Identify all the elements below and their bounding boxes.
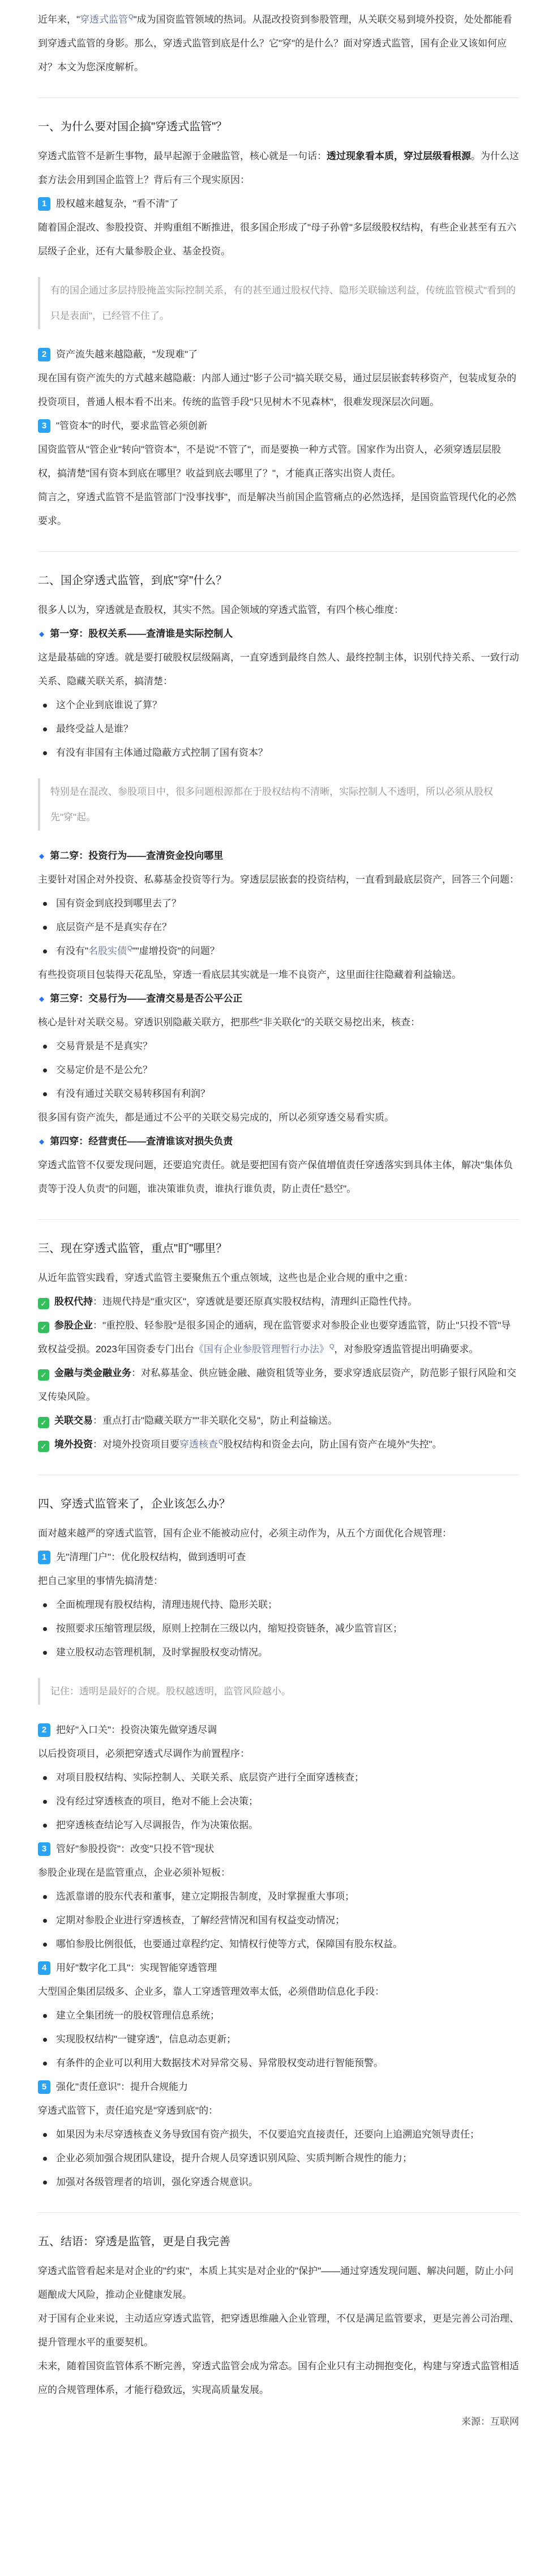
term-link[interactable]: 《国有企业参股管理暂行办法》$^Q$ — [194, 1343, 335, 1355]
bullet-item-text: 有没有非国有主体通过隐蔽方式控制了国有资本？ — [56, 747, 268, 758]
bullet-item — [38, 693, 519, 717]
bullet-item-text: 建立全集团统一的股权管理信息系统； — [56, 2010, 220, 2021]
bullet-dot-icon — [43, 704, 47, 708]
term-link[interactable]: 穿透式监管$^Q$ — [80, 14, 134, 25]
diamond-bullet-icon: ◆ — [39, 630, 45, 638]
diamond-subheading — [38, 1130, 519, 1153]
check-item: ✓ 境外投资：对境外投资项目要穿透核查$^Q$股权结构和资金去向，防止国有资产在境外"失控"。 — [38, 1433, 519, 1457]
numbered-subheading-text: 管好"参股投资"：改变"只投不管"现状 — [56, 1843, 215, 1854]
check-item: ✓ 金融与类金融业务：对私募基金、供应链金融、融资租赁等业务，要求穿透底层资产，防范影子银行风险和交叉传染风险。 — [38, 1368, 516, 1402]
blockquote — [38, 778, 519, 831]
bullet-item — [38, 1593, 519, 1617]
blockquote-text: 特别是在混改、参股项目中，很多问题根源都在于股权结构不清晰，实际控制人不透明，所以必须从股权先"穿"起。 — [50, 786, 493, 823]
bullet-dot-icon — [43, 751, 47, 755]
section-heading: 一、为什么要对国企搞"穿透式监管"？ — [38, 121, 228, 133]
check-icon: ✓ — [38, 1417, 49, 1428]
bullet-item — [38, 2123, 519, 2147]
bullet-item — [38, 1790, 519, 1813]
paragraph: 主要针对国企对外投资、私募基金投资等行为。穿透层层嵌套的投资结构，一直看到最底层资产，回答三个问题： — [38, 874, 519, 885]
bullet-item — [38, 717, 519, 741]
numbered-subheading-text: 用好"数字化工具"：实现智能穿透管理 — [56, 1962, 217, 1973]
term-link[interactable]: 穿透核查$^Q$ — [179, 1438, 224, 1450]
bullet-dot-icon — [43, 2181, 47, 2185]
check-icon: ✓ — [38, 1322, 49, 1333]
bullet-item-text: 按照要求压缩管理层级，原则上控制在三级以内，缩短投资链条，减少监管盲区； — [56, 1623, 402, 1634]
bullet-dot-icon — [43, 1919, 47, 1923]
number-badge-icon: 1 — [38, 197, 50, 211]
term-link[interactable]: 名股实债$^Q$ — [88, 945, 132, 956]
numbered-subheading-text: 强化"责任意识"：提升合规能力 — [56, 2081, 188, 2092]
bullet-item-text: 建立股权动态管理机制，及时掌握股权变动情况。 — [56, 1647, 268, 1658]
bullet-dot-icon — [43, 1651, 47, 1655]
paragraph: 从近年监管实践看，穿透式监管主要聚焦五个重点领域，这些也是企业合规的重中之重： — [38, 1272, 413, 1283]
diamond-subheading-text: 第四穿：经营责任——查清谁该对损失负责 — [50, 1136, 233, 1147]
bullet-item-text: 对项目股权结构、实际控制人、关联关系、底层资产进行全面穿透核查； — [56, 1772, 364, 1783]
number-badge-icon: 1 — [38, 1551, 50, 1564]
numbered-subheading — [38, 2075, 519, 2099]
check-item-label: 参股企业 — [54, 1320, 93, 1331]
check-item: ✓ 关联交易：重点打击"隐藏关联方""非关联化交易"，防止利益输送。 — [38, 1409, 519, 1433]
number-badge-icon: 3 — [38, 419, 50, 433]
bullet-item-text: 最终受益人是谁？ — [56, 723, 133, 734]
bullet-dot-icon — [43, 2038, 47, 2042]
paragraph: 近年来，"穿透式监管$^Q$"成为国资监管领域的热词。从混改投资到参股管理，从关联交易到境外投资，处处都能看到穿透式监管的身影。那么，穿透式监管到底是什么？它"穿"的是什么？面对穿透式监管，国有企业又该如何应对？本文为您深度解析。 — [38, 14, 512, 73]
paragraph: 穿透式监管看起来是对企业的"约束"，本质上其实是对企业的"保护"——通过穿透发现问题、解决问题，防止小问题酿成大风险，推动企业健康发展。 — [38, 2266, 514, 2300]
paragraph: 这是最基础的穿透。就是要打破股权层级隔离，一直穿透到最终自然人、最终控制主体，识别代持关系、一致行动关系、隐藏关联关系，搞清楚： — [38, 652, 519, 687]
paragraph: 简言之，穿透式监管不是监管部门"没事找事"，而是解决当前国企监管痛点的必然选择，是国资监管现代化的必然要求。 — [38, 492, 517, 526]
paragraph: 国资监管从"管企业"转向"管资本"，不是说"不管了"，而是要换一种方式管。国家作为出资人，必须穿透层层股权，搞清楚"国有资本到底在哪里？收益到底去哪里了？"，才能真正落实出资人责任。 — [38, 444, 502, 479]
paragraph: 有些投资项目包装得天花乱坠，穿透一看底层其实就是一堆不良资产，这里面往往隐藏着利益输送。 — [38, 969, 461, 980]
paragraph: 穿透式监管不是新生事物，最早起源于金融监管，核心就是一句话：透过现象看本质，穿过层级看根源。为什么这套方法会用到国企监管上？背后有三个现实原因： — [38, 151, 519, 185]
query-superscript-icon: Q — [329, 1343, 335, 1351]
diamond-bullet-icon: ◆ — [39, 995, 45, 1003]
bullet-dot-icon — [43, 1627, 47, 1631]
query-superscript-icon: Q — [127, 945, 132, 952]
section-divider — [38, 1219, 519, 1220]
bullet-dot-icon — [43, 2014, 47, 2018]
paragraph: 穿透式监管下，责任追究是"穿透到底"的： — [38, 2105, 218, 2116]
numbered-subheading — [38, 192, 519, 216]
section-heading: 二、国企穿透式监管，到底"穿"什么？ — [38, 574, 228, 587]
check-item-label: 股权代持 — [54, 1296, 93, 1307]
diamond-subheading-text: 第二穿：投资行为——查清资金投向哪里 — [50, 850, 224, 861]
numbered-subheading-text: "管资本"的时代，要求监管必须创新 — [56, 420, 208, 431]
diamond-subheading — [38, 622, 519, 646]
source-attribution: 来源：互联网 — [461, 2416, 519, 2427]
paragraph: 核心是针对关联交易。穿透识别隐蔽关联方，把那些"非关联化"的关联交易挖出来，核查： — [38, 1017, 421, 1028]
check-icon: ✓ — [38, 1298, 49, 1309]
numbered-subheading — [38, 1545, 519, 1569]
bullet-item-text: 国有资金到底投到哪里去了？ — [56, 898, 181, 909]
paragraph: 以后投资项目，必须把穿透式尽调作为前置程序： — [38, 1748, 250, 1759]
diamond-bullet-icon: ◆ — [39, 1138, 45, 1146]
bold-text: 透过现象看本质，穿过层级看根源 — [327, 151, 471, 161]
bullet-item — [38, 2051, 519, 2075]
section-heading: 三、现在穿透式监管，重点"盯"哪里？ — [38, 1242, 228, 1255]
section-divider — [38, 97, 519, 98]
bullet-dot-icon — [43, 1068, 47, 1072]
bullet-item — [38, 1813, 519, 1837]
query-superscript-icon: Q — [128, 14, 134, 21]
numbered-subheading — [38, 1956, 519, 1980]
bullet-dot-icon — [43, 1800, 47, 1804]
numbered-subheading — [38, 414, 519, 438]
number-badge-icon: 2 — [38, 1723, 50, 1737]
bullet-item-text: 选派靠谱的股东代表和董事，建立定期报告制度，及时掌握重大事项； — [56, 1891, 354, 1902]
bullet-dot-icon — [43, 1092, 47, 1096]
bullet-dot-icon — [43, 1943, 47, 1947]
bullet-item — [38, 1932, 519, 1956]
numbered-subheading-text: 股权越来越复杂，"看不清"了 — [56, 198, 179, 209]
bullet-item-text: 如果因为未尽穿透核查义务导致国有资产损失，不仅要追究直接责任，还要向上追溯追究领导责任； — [56, 2129, 479, 2140]
bullet-item — [38, 2147, 519, 2170]
bullet-dot-icon — [43, 1045, 47, 1049]
number-badge-icon: 2 — [38, 348, 50, 361]
section-heading: 五、结语：穿透是监管，更是自我完善 — [38, 2236, 230, 2248]
bullet-dot-icon — [43, 1776, 47, 1780]
bullet-item — [38, 916, 519, 939]
number-badge-icon: 5 — [38, 2080, 50, 2094]
section-divider — [38, 2212, 519, 2213]
bullet-item — [38, 1909, 519, 1932]
bullet-item — [38, 1885, 519, 1909]
bullet-item — [38, 2004, 519, 2028]
diamond-subheading — [38, 844, 519, 868]
paragraph: 很多国有资产流失，都是通过不公平的关联交易完成的，所以必须穿透交易看实质。 — [38, 1112, 394, 1123]
number-badge-icon: 3 — [38, 1842, 50, 1856]
blockquote-text: 有的国企通过多层持股掩盖实际控制关系，有的甚至通过股权代持、隐形关联输送利益，传统监管模式"看到的只是表面"，已经管不住了。 — [50, 285, 516, 321]
numbered-subheading-text: 资产流失越来越隐蔽，"发现难"了 — [56, 349, 198, 360]
query-superscript-icon: Q — [218, 1438, 224, 1446]
blockquote — [38, 277, 519, 329]
check-icon: ✓ — [38, 1441, 49, 1452]
diamond-subheading-text: 第一穿：股权关系——查清谁是实际控制人 — [50, 628, 233, 639]
diamond-subheading-text: 第三穿：交易行为——查清交易是否公平公正 — [50, 993, 243, 1004]
bullet-item — [38, 892, 519, 916]
check-item-label: 境外投资 — [54, 1439, 93, 1450]
bullet-dot-icon — [43, 1824, 47, 1828]
paragraph: 未来，随着国资监管体系不断完善，穿透式监管会成为常态。国有企业只有主动拥抱变化，构建与穿透式监管相适应的合规管理体系，才能行稳致远，实现高质量发展。 — [38, 2361, 519, 2395]
bullet-item-text: 底层资产是不是真实存在？ — [56, 922, 172, 933]
number-badge-icon: 4 — [38, 1961, 50, 1975]
bullet-item-text: 有条件的企业可以利用大数据技术对异常交易、异常股权变动进行智能预警。 — [56, 2058, 383, 2068]
paragraph: 参股企业现在是监管重点，企业必须补短板： — [38, 1867, 230, 1878]
bullet-dot-icon — [43, 902, 47, 906]
bullet-item-text: 把穿透核查结论写入尽调报告，作为决策依据。 — [56, 1820, 258, 1830]
bullet-dot-icon — [43, 926, 47, 930]
bullet-item — [38, 1034, 519, 1058]
paragraph: 把自己家里的事情先搞清楚： — [38, 1576, 163, 1586]
bullet-item — [38, 1058, 519, 1082]
bullet-item — [38, 2028, 519, 2051]
section-divider — [38, 551, 519, 552]
bullet-dot-icon — [43, 1895, 47, 1899]
check-item: ✓ 参股企业："重控股、轻参股"是很多国企的通病，现在监管要求对参股企业也要穿透监管，防止"只投不管"导致权益受损。2023年国资委专门出台《国有企业参股管理暂行办法》$^Q$，对参股穿透监管提出明确要求。 — [38, 1320, 511, 1355]
section-heading: 四、穿透式监管来了，企业该怎么办？ — [38, 1498, 230, 1510]
paragraph: 随着国企混改、参股投资、并购重组不断推进，很多国企形成了"母子孙曾"多层级股权结构，有些企业甚至有五六层级子企业，还有大量参股企业、基金投资。 — [38, 222, 517, 257]
bullet-item-text: 加强对各级管理者的培训，强化穿透合规意识。 — [56, 2177, 258, 2187]
bullet-dot-icon — [43, 727, 47, 731]
bullet-dot-icon — [43, 949, 47, 953]
bullet-item-text: 哪怕参股比例很低，也要通过章程约定、知情权行使等方式，保障国有股东权益。 — [56, 1939, 402, 1949]
bullet-item-text: 交易背景是不是真实？ — [56, 1041, 152, 1051]
numbered-subheading-text: 把好"入口关"：投资决策先做穿透尽调 — [56, 1725, 217, 1735]
numbered-subheading — [38, 343, 519, 367]
paragraph: 对于国有企业来说，主动适应穿透式监管，把穿透思维融入企业管理，不仅是满足监管要求，更是完善公司治理、提升管理水平的重要契机。 — [38, 2313, 519, 2348]
bullet-dot-icon — [43, 2133, 47, 2137]
paragraph: 穿透式监管不仅要发现问题，还要追究责任。就是要把国有资产保值增值责任穿透落实到具体主体，解决"集体负责等于没人负责"的问题，谁决策谁负责，谁执行谁负责，防止责任"悬空"。 — [38, 1160, 513, 1194]
paragraph: 很多人以为，穿透就是查股权，其实不然。国企领域的穿透式监管，有四个核心维度： — [38, 604, 404, 615]
numbered-subheading-text: 先"清理门户"：优化股权结构，做到透明可查 — [56, 1552, 246, 1562]
diamond-subheading — [38, 987, 519, 1011]
blockquote-text: 记住：透明是最好的合规。股权越透明，监管风险越小。 — [50, 1686, 291, 1697]
bullet-dot-icon — [43, 2062, 47, 2066]
bullet-item-text: 实现股权结构"一键穿透"，信息动态更新； — [56, 2034, 237, 2045]
bullet-item — [38, 741, 519, 765]
paragraph: 现在国有资产流失的方式越来越隐蔽：内部人通过"影子公司"搞关联交易，通过层层嵌套转移资产，包装成复杂的投资项目，普通人根本看不出来。传统的监管手段"只见树木不见森林"，很难发现深层次问题。 — [38, 373, 517, 407]
bullet-item — [38, 1641, 519, 1664]
diamond-bullet-icon: ◆ — [39, 852, 45, 860]
bullet-item-text: 这个企业到底谁说了算？ — [56, 700, 162, 710]
bullet-item-text: 企业必须加强合规团队建设，提升合规人员穿透识别风险、实质判断合规性的能力； — [56, 2153, 412, 2164]
numbered-subheading — [38, 1718, 519, 1742]
paragraph: 大型国企集团层级多、企业多，靠人工穿透管理效率太低，必须借助信息化手段： — [38, 1986, 384, 1997]
bullet-item — [38, 1766, 519, 1790]
bullet-item — [38, 1617, 519, 1641]
bullet-item — [38, 939, 519, 963]
bullet-item — [38, 1082, 519, 1106]
paragraph: 面对越来越严的穿透式监管，国有企业不能被动应付，必须主动作为，从五个方面优化合规管理： — [38, 1528, 452, 1539]
numbered-subheading — [38, 1837, 519, 1861]
bullet-item-text: 有没有"名股实债$^Q$""虚增投资"的问题？ — [56, 945, 220, 956]
bullet-item-text: 有没有通过关联交易转移国有利润？ — [56, 1088, 210, 1099]
check-item-label: 金融与类金融业务 — [54, 1368, 131, 1378]
check-icon: ✓ — [38, 1369, 49, 1381]
bullet-item-text: 全面梳理现有股权结构，清理违规代持、隐形关联； — [56, 1599, 277, 1610]
bullet-item — [38, 2170, 519, 2194]
bullet-item-text: 没有经过穿透核查的项目，绝对不能上会决策； — [56, 1796, 258, 1807]
check-item: ✓ 股权代持：违规代持是"重灾区"，穿透就是要还原真实股权结构，清理纠正隐性代持。 — [38, 1290, 519, 1314]
article-blocks — [38, 8, 519, 2402]
check-item-label: 关联交易 — [54, 1415, 93, 1426]
bullet-dot-icon — [43, 1603, 47, 1607]
bullet-item-text: 定期对参股企业进行穿透核查，了解经营情况和国有权益变动情况； — [56, 1915, 345, 1926]
bullet-dot-icon — [43, 2157, 47, 2161]
bullet-item-text: 交易定价是不是公允？ — [56, 1065, 152, 1075]
blockquote — [38, 1678, 519, 1705]
